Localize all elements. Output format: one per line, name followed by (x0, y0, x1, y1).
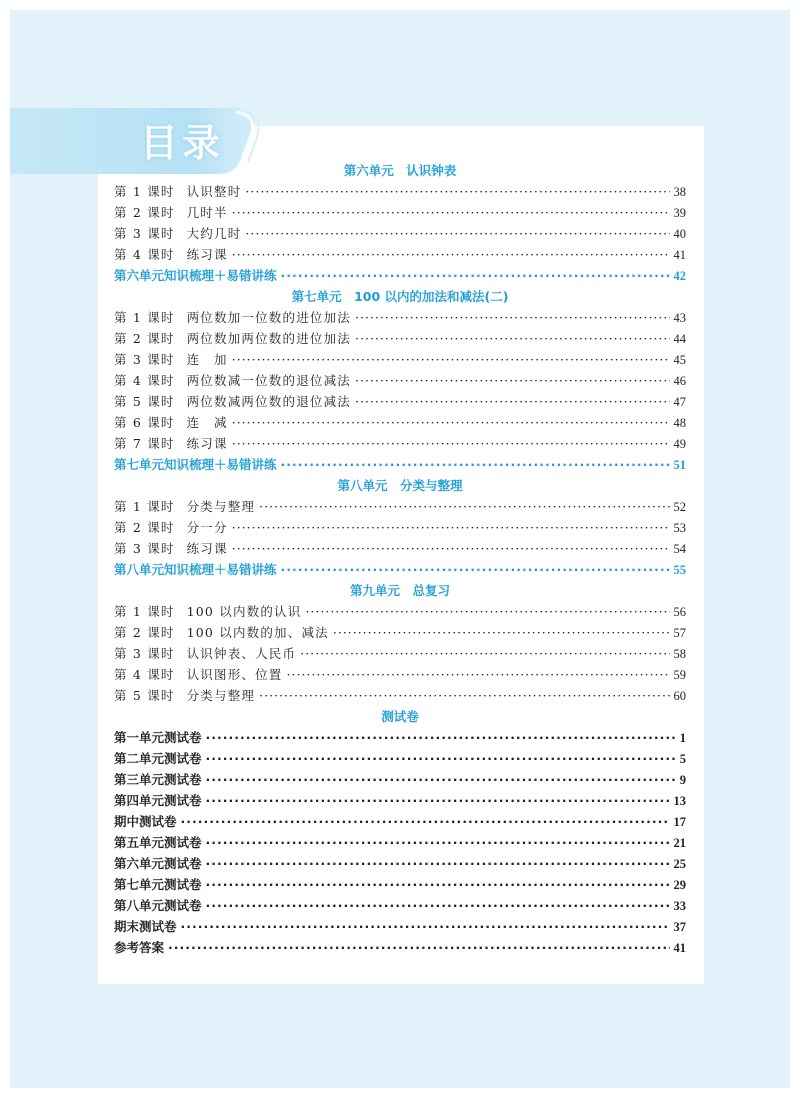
entry-label: 第 5 课时 (114, 394, 175, 409)
entry-label: 第七单元知识梳理＋易错讲练 (114, 457, 277, 472)
entry-label: 第三单元测试卷 (114, 772, 202, 787)
entry-label: 第 2 课时 (114, 625, 175, 640)
dot-leader (355, 391, 669, 412)
entry-label: 第五单元测试卷 (114, 835, 202, 850)
entry-title: 认识钟表、人民币 (186, 646, 297, 661)
unit-heading: 第九单元 总复习 (349, 583, 450, 598)
test-entry[interactable] (114, 895, 686, 916)
entry-label: 第二单元测试卷 (114, 751, 202, 766)
lesson-entry[interactable] (114, 622, 686, 643)
page-number: 42 (673, 269, 686, 283)
entry-title: 认识图形、位置 (186, 667, 283, 682)
entry-title: 两位数减一位数的退位减法 (186, 373, 352, 388)
page-number: 17 (673, 815, 686, 829)
entry-label: 参考答案 (114, 940, 165, 955)
page-number: 39 (673, 206, 686, 220)
lesson-entry[interactable] (114, 496, 686, 517)
dot-leader (281, 265, 670, 286)
entry-title: 100 以内数的加、减法 (186, 625, 329, 640)
page-number: 54 (673, 542, 686, 556)
entry-label: 第 6 课时 (114, 415, 175, 430)
entry-label: 第 2 课时 (114, 520, 175, 535)
entry-title: 两位数减两位数的退位减法 (186, 394, 352, 409)
unit-heading: 第六单元 认识钟表 (343, 163, 457, 178)
entry-label: 期中测试卷 (114, 814, 177, 829)
entry-label: 期末测试卷 (114, 919, 177, 934)
review-entry[interactable] (114, 559, 686, 580)
entry-label: 第 2 课时 (114, 205, 175, 220)
entry-label: 第四单元测试卷 (114, 793, 202, 808)
entry-label: 第 1 课时 (114, 184, 175, 199)
entry-label: 第 4 课时 (114, 247, 175, 262)
dot-leader (259, 496, 669, 517)
entry-title: 练习课 (186, 247, 228, 262)
entry-label: 第 3 课时 (114, 226, 175, 241)
test-entry[interactable] (114, 853, 686, 874)
page-number: 48 (673, 416, 686, 430)
dot-leader (206, 748, 676, 769)
entry-label: 第八单元测试卷 (114, 898, 202, 913)
lesson-entry[interactable] (114, 643, 686, 664)
page-number: 53 (673, 521, 686, 535)
test-entry[interactable] (114, 832, 686, 853)
page-number: 55 (673, 563, 686, 577)
entry-label: 第 4 课时 (114, 373, 175, 388)
entry-label: 第六单元测试卷 (114, 856, 202, 871)
entry-title: 连 加 (186, 352, 228, 367)
dot-leader (259, 685, 669, 706)
page-number: 60 (673, 689, 686, 703)
test-entry[interactable] (114, 727, 686, 748)
lesson-entry[interactable] (114, 517, 686, 538)
lesson-entry[interactable] (114, 685, 686, 706)
dot-leader (232, 517, 670, 538)
page-number: 25 (673, 857, 686, 871)
page-number: 51 (673, 458, 686, 472)
page-number: 43 (673, 311, 686, 325)
test-entry[interactable] (114, 811, 686, 832)
entry-title: 两位数加一位数的进位加法 (186, 310, 352, 325)
dot-leader (333, 622, 670, 643)
test-entry[interactable] (114, 874, 686, 895)
entry-label: 第 7 课时 (114, 436, 175, 451)
dot-leader (206, 874, 670, 895)
dot-leader (206, 832, 670, 853)
page-number: 38 (673, 185, 686, 199)
page-number: 52 (673, 500, 686, 514)
page-number: 46 (673, 374, 686, 388)
entry-label: 第 3 课时 (114, 646, 175, 661)
page-number: 37 (673, 920, 686, 934)
entry-label: 第 2 课时 (114, 331, 175, 346)
table-of-contents (114, 160, 686, 958)
lesson-entry[interactable] (114, 370, 686, 391)
entry-title: 两位数加两位数的进位加法 (186, 331, 352, 346)
toc-title: 目录 (140, 121, 225, 165)
page-number: 21 (673, 836, 686, 850)
dot-leader (355, 328, 669, 349)
unit-heading: 第八单元 分类与整理 (337, 478, 463, 493)
entry-title: 分类与整理 (186, 499, 256, 514)
page-number: 47 (673, 395, 686, 409)
entry-title: 几时半 (186, 205, 228, 220)
page-number: 49 (673, 437, 686, 451)
dot-leader (245, 181, 669, 202)
review-entry[interactable] (114, 265, 686, 286)
entry-title: 分一分 (186, 520, 228, 535)
lesson-entry[interactable] (114, 202, 686, 223)
entry-title: 分类与整理 (186, 688, 256, 703)
test-entry[interactable] (114, 748, 686, 769)
dot-leader (281, 454, 670, 475)
entry-label: 第七单元测试卷 (114, 877, 202, 892)
entry-label: 第八单元知识梳理＋易错讲练 (114, 562, 277, 577)
page-number: 13 (673, 794, 686, 808)
review-entry[interactable] (114, 454, 686, 475)
page-number: 57 (673, 626, 686, 640)
entry-label: 第一单元测试卷 (114, 730, 202, 745)
test-entry[interactable] (114, 769, 686, 790)
lesson-entry[interactable] (114, 538, 686, 559)
page-number: 56 (673, 605, 686, 619)
lesson-entry[interactable] (114, 181, 686, 202)
lesson-entry[interactable] (114, 391, 686, 412)
lesson-entry[interactable] (114, 244, 686, 265)
entry-title: 100 以内数的认识 (186, 604, 302, 619)
dot-leader (232, 244, 670, 265)
entry-label: 第 1 课时 (114, 499, 175, 514)
page-number: 1 (679, 731, 686, 745)
dot-leader (181, 811, 670, 832)
dot-leader (245, 223, 669, 244)
entry-label: 第六单元知识梳理＋易错讲练 (114, 268, 277, 283)
page-number: 41 (673, 248, 686, 262)
dot-leader (232, 538, 670, 559)
page-number: 33 (673, 899, 686, 913)
test-entry[interactable] (114, 790, 686, 811)
lesson-entry[interactable] (114, 601, 686, 622)
lesson-entry[interactable] (114, 307, 686, 328)
entry-title: 认识整时 (186, 184, 242, 199)
test-entry[interactable] (114, 937, 686, 958)
entry-label: 第 5 课时 (114, 688, 175, 703)
entry-label: 第 3 课时 (114, 352, 175, 367)
unit-heading: 第七单元 100 以内的加法和减法(二) (291, 289, 509, 304)
dot-leader (355, 307, 669, 328)
entry-title: 练习课 (186, 436, 228, 451)
lesson-entry[interactable] (114, 223, 686, 244)
dot-leader (232, 412, 670, 433)
page-number: 9 (679, 773, 686, 787)
dot-leader (181, 916, 670, 937)
dot-leader (206, 895, 670, 916)
entry-title: 练习课 (186, 541, 228, 556)
dot-leader (355, 370, 669, 391)
dot-leader (287, 664, 670, 685)
entry-label: 第 1 课时 (114, 310, 175, 325)
page-number: 5 (679, 752, 686, 766)
page-number: 40 (673, 227, 686, 241)
dot-leader (305, 601, 669, 622)
dot-leader (206, 853, 670, 874)
page-number: 59 (673, 668, 686, 682)
lesson-entry[interactable] (114, 349, 686, 370)
entry-label: 第 4 课时 (114, 667, 175, 682)
entry-label: 第 3 课时 (114, 541, 175, 556)
entry-label: 第 1 课时 (114, 604, 175, 619)
lesson-entry[interactable] (114, 664, 686, 685)
dot-leader (206, 790, 670, 811)
page-number: 58 (673, 647, 686, 661)
dot-leader (206, 727, 676, 748)
page-number: 45 (673, 353, 686, 367)
dot-leader (168, 937, 669, 958)
test-entry[interactable] (114, 916, 686, 937)
entry-title: 大约几时 (186, 226, 242, 241)
dot-leader (232, 202, 670, 223)
dot-leader (232, 433, 670, 454)
dot-leader (300, 643, 669, 664)
page-number: 29 (673, 878, 686, 892)
entry-title: 连 减 (186, 415, 228, 430)
tests-heading: 测试卷 (381, 709, 419, 724)
lesson-entry[interactable] (114, 328, 686, 349)
dot-leader (206, 769, 676, 790)
dot-leader (232, 349, 670, 370)
lesson-entry[interactable] (114, 433, 686, 454)
page-number: 41 (673, 941, 686, 955)
dot-leader (281, 559, 670, 580)
lesson-entry[interactable] (114, 412, 686, 433)
page-number: 44 (673, 332, 686, 346)
